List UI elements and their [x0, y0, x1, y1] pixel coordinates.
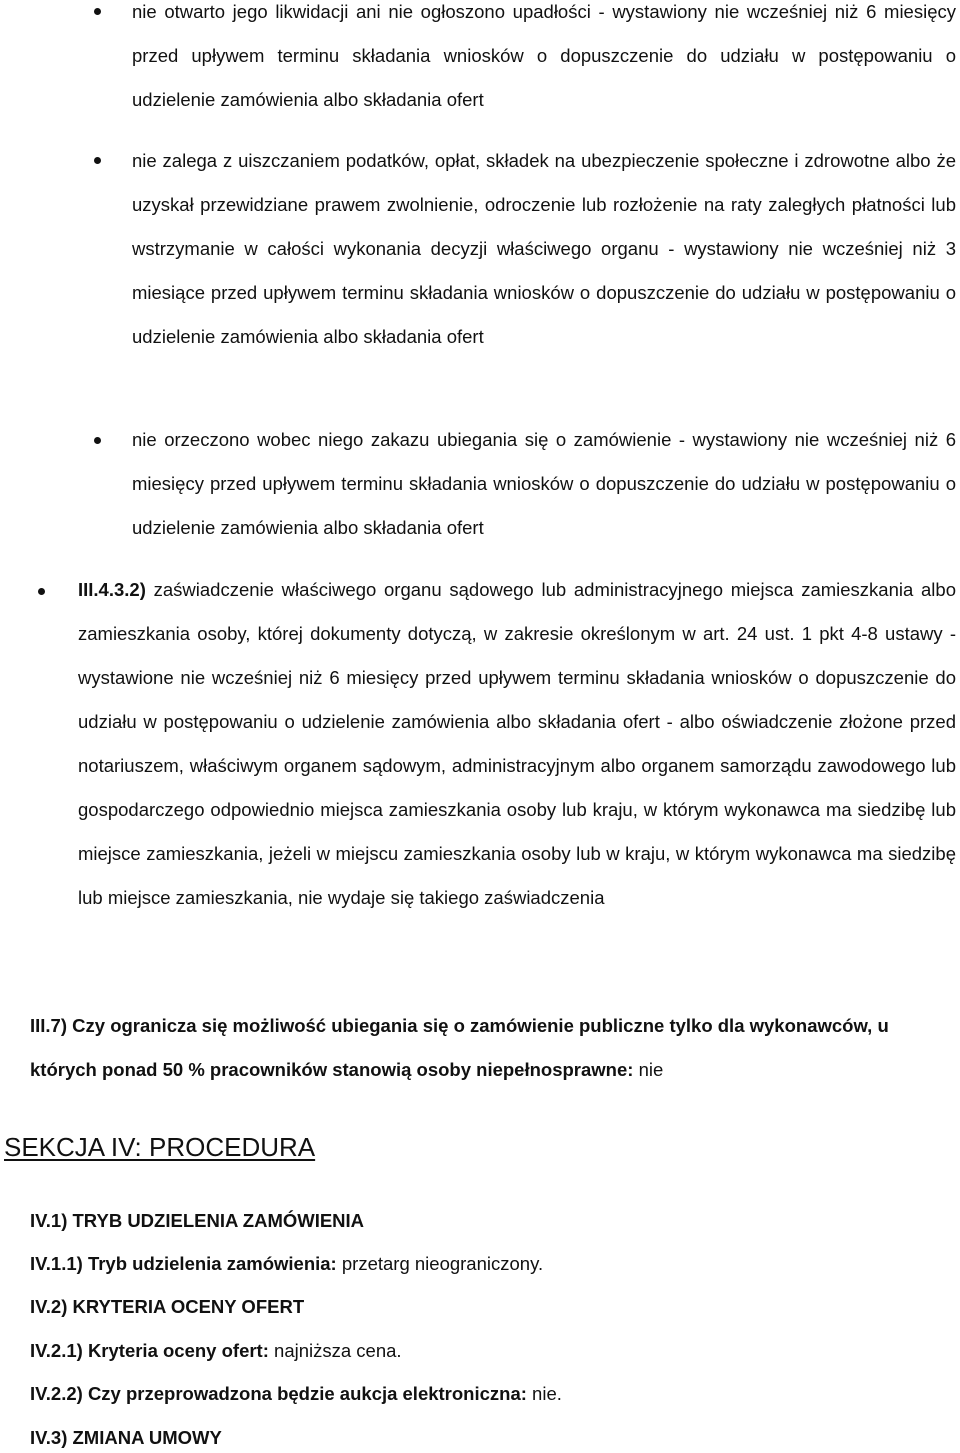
iv22-label: IV.2.2) Czy przeprowadzona będzie aukcja elektroniczna:	[30, 1383, 527, 1404]
bullet-dot	[38, 588, 45, 595]
section-iii7-question: III.7) Czy ogranicza się możliwość ubiegania się o zamówienie publiczne tylko dla wykonawców, u których ponad 50 % pracowników stanowią osoby niepełnosprawne:	[30, 1015, 889, 1080]
iv22-value: nie.	[526, 1383, 562, 1404]
certificate-text: zaświadczenie właściwego organu sądowego lub administracyjnego miejsca zamieszkania albo zamieszkania osoby, której dokumenty dotyczą, w zakresie określonym w art. 24 ust. 1 pkt 4-8 ustawy - wystawione nie wcześniej niż 6 miesięcy przed upływem terminu składania wniosków o dopuszczenie do udziału w postępowaniu o udzielenie zamówienia albo składania ofert - albo oświadczenie złożone przed notariuszem, właściwym organem sądowym, administracyjnym albo organem samorządu zawodowego lub gospodarczego odpowiednio miejsca zamieszkania osoby lub kraju, w którym wykonawca ma siedzibę lub miejsce zamieszkania, jeżeli w miejscu zamieszkania osoby lub w kraju, w którym wykonawca ma siedzibę lub miejsce zamieszkania, nie wydaje się takiego zaświadczenia	[78, 579, 956, 908]
iv11-value: przetarg nieograniczony.	[336, 1253, 544, 1274]
iv21-line	[30, 1340, 402, 1362]
section-heading: SEKCJA IV: PROCEDURA	[4, 1132, 316, 1162]
certificate-paragraph	[78, 568, 956, 920]
bullet-dot	[94, 437, 101, 444]
bullet-text: nie otwarto jego likwidacji ani nie ogłoszono upadłości - wystawiony nie wcześniej niż 6 miesięcy przed upływem terminu składania wniosków o dopuszczenie do udziału w postępowaniu o udzielenie zamówienia albo składania ofert	[132, 1, 956, 110]
bullet-dot	[94, 8, 101, 15]
iv21-value: najniższa cena.	[268, 1340, 402, 1361]
iv1-heading: IV.1) TRYB UDZIELENIA ZAMÓWIENIA	[30, 1210, 365, 1231]
bullet-dot	[94, 157, 101, 164]
bullet-text: nie orzeczono wobec niego zakazu ubiegania się o zamówienie - wystawiony nie wcześniej niż 6 miesięcy przed upływem terminu składania wniosków o dopuszczenie do udziału w postępowaniu o udzielenie zamówienia albo składania ofert	[132, 429, 956, 538]
iv22-line	[30, 1383, 562, 1405]
iv3-heading: IV.3) ZMIANA UMOWY	[30, 1427, 222, 1448]
section-iii7-paragraph	[30, 1004, 930, 1092]
iv21-label: IV.2.1) Kryteria oceny ofert:	[30, 1340, 269, 1361]
iv11-line	[30, 1253, 543, 1275]
certificate-label: III.4.3.2)	[78, 579, 146, 600]
section-iii7-answer: nie	[633, 1059, 664, 1080]
iv2-heading: IV.2) KRYTERIA OCENY OFERT	[30, 1296, 305, 1317]
iv11-label: IV.1.1) Tryb udzielenia zamówienia:	[30, 1253, 337, 1274]
bullet-text: nie zalega z uiszczaniem podatków, opłat, składek na ubezpieczenie społeczne i zdrowotne albo że uzyskał przewidziane prawem zwolnienie, odroczenie lub rozłożenie na raty zaległych płatności lub wstrzymanie w całości wykonania decyzji właściwego organu - wystawiony nie wcześniej niż 3 miesiące przed upływem terminu składania wniosków o dopuszczenie do udziału w postępowaniu o udzielenie zamówienia albo składania ofert	[132, 150, 956, 347]
